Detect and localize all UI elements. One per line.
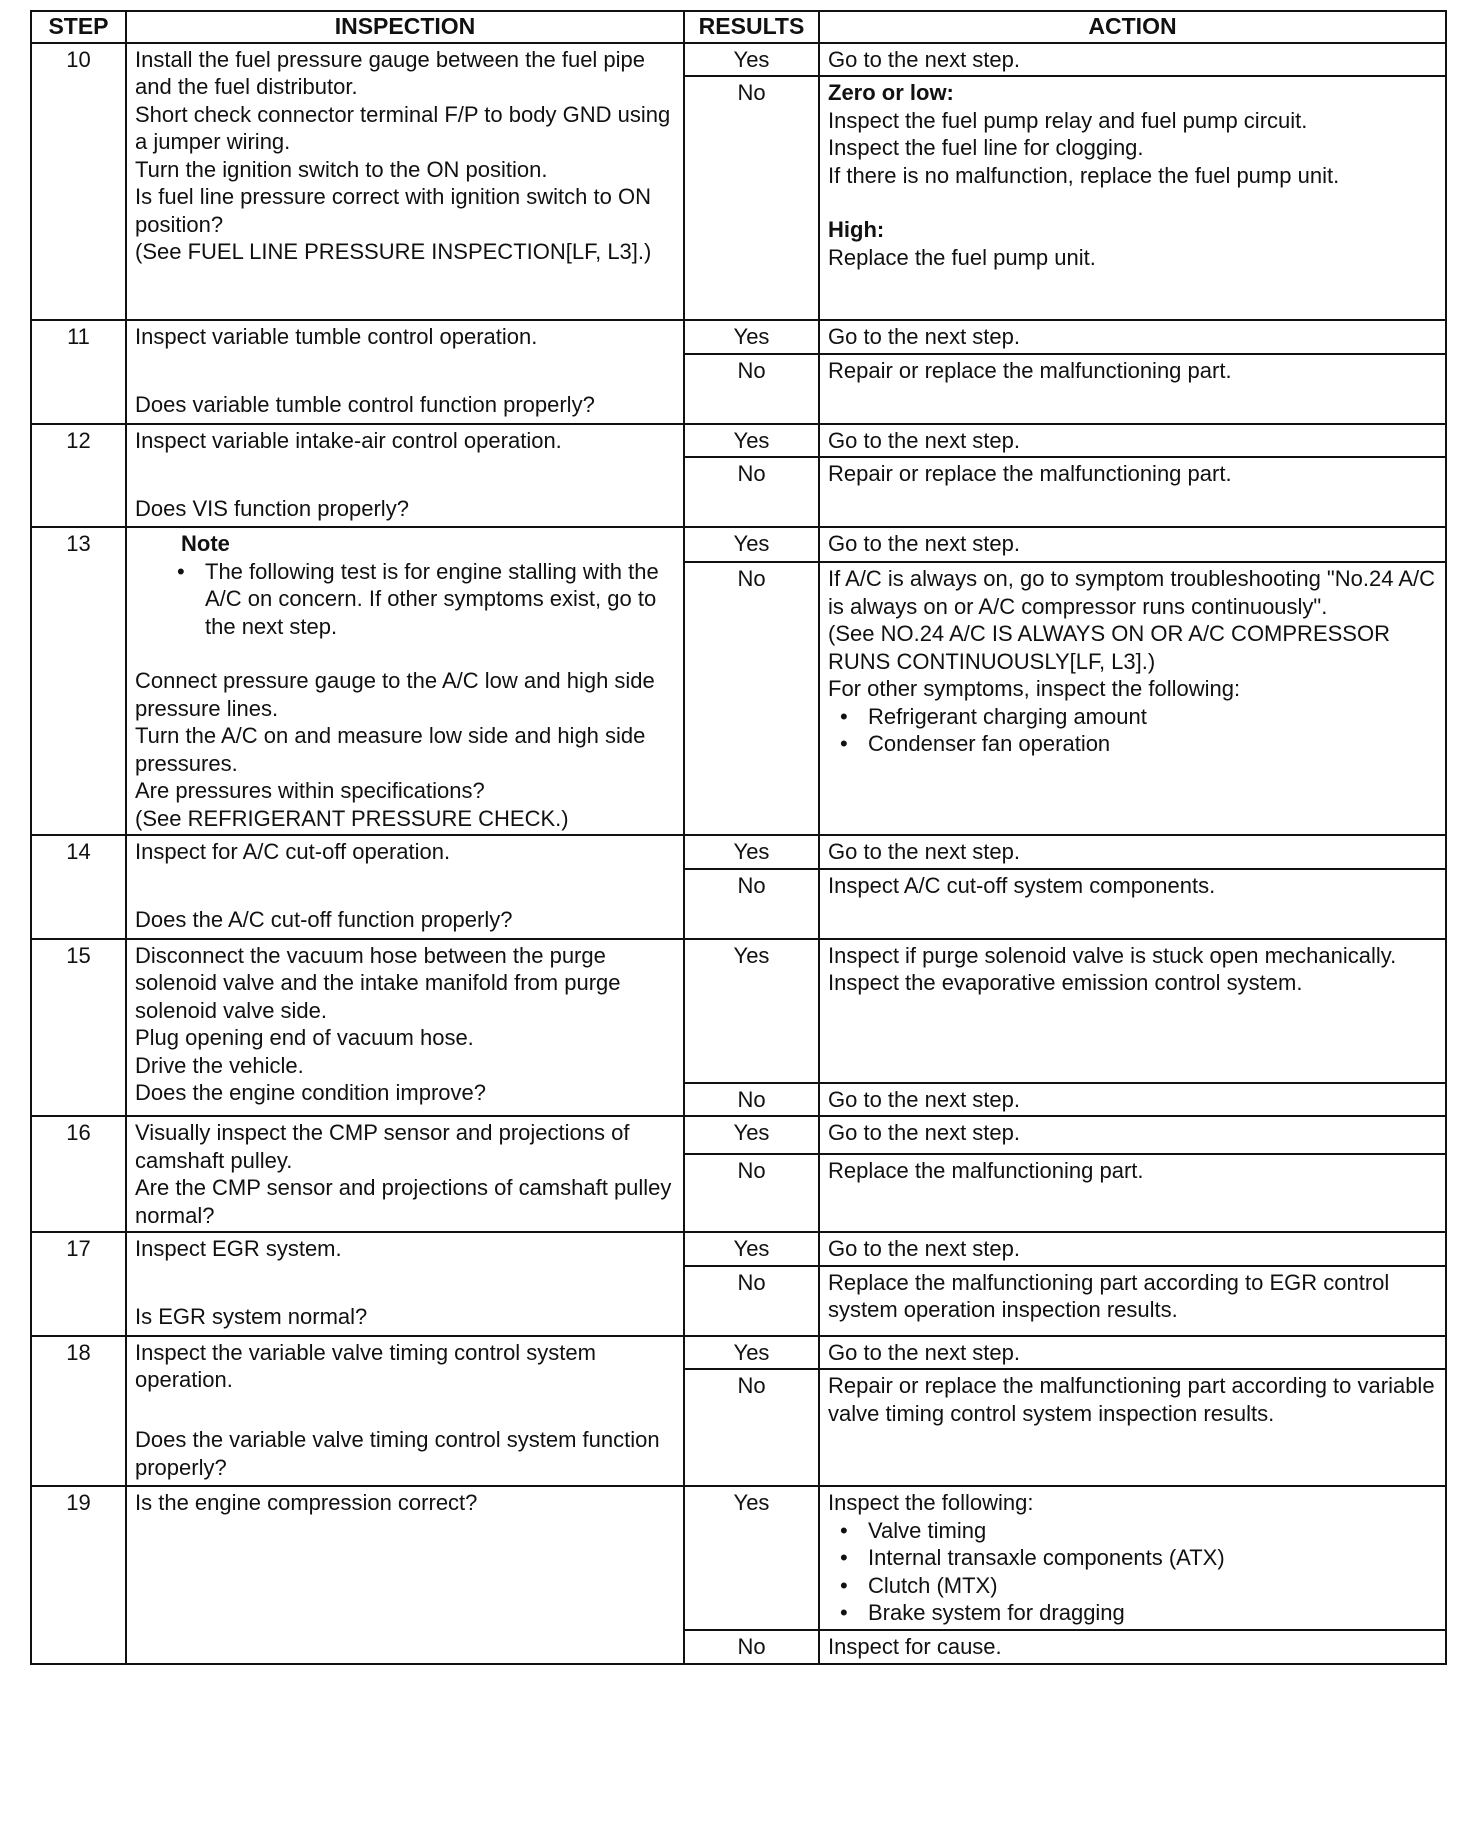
action-no: Go to the next step.	[819, 1083, 1446, 1117]
action-line: Inspect the evaporative emission control system.	[828, 970, 1303, 995]
result-no: No	[684, 457, 819, 527]
step-inspection	[126, 1486, 684, 1664]
step-inspection	[126, 1116, 684, 1232]
result-yes: Yes	[684, 835, 819, 869]
step-number: 10	[31, 43, 126, 321]
inspection-line: Visually inspect the CMP sensor and projections of camshaft pulley.	[135, 1120, 630, 1173]
note-bullet: • The following test is for engine stalling with the A/C on concern. If other symptoms exist, go to the next step.	[135, 558, 675, 641]
inspection-reference: (See REFRIGERANT PRESSURE CHECK.)	[135, 805, 569, 831]
result-yes: Yes	[684, 424, 819, 458]
step-inspection	[126, 835, 684, 939]
result-yes: Yes	[684, 1336, 819, 1370]
action-line: For other symptoms, inspect the following:	[828, 676, 1241, 702]
table-header-row	[31, 11, 1446, 43]
action-yes: Go to the next step.	[819, 1336, 1446, 1370]
step-number: 12	[31, 424, 126, 528]
result-no: No	[684, 1154, 819, 1232]
result-yes: Yes	[684, 939, 819, 1083]
result-yes: Yes	[684, 43, 819, 77]
action-yes	[819, 939, 1446, 1083]
inspection-line: Inspect for A/C cut-off operation.	[135, 839, 451, 864]
step-number: 11	[31, 320, 126, 424]
result-no: No	[684, 1266, 819, 1336]
inspection-question: Are the CMP sensor and projections of camshaft pulley normal?	[135, 1175, 672, 1228]
inspection-line: Drive the vehicle.	[135, 1052, 304, 1078]
result-yes: Yes	[684, 1116, 819, 1154]
step-inspection	[126, 527, 684, 835]
inspection-line: Inspect variable intake-air control operation.	[135, 427, 562, 453]
header-inspection: INSPECTION	[126, 11, 684, 43]
troubleshooting-sheet	[30, 10, 1445, 1830]
action-yes: Go to the next step.	[819, 424, 1446, 458]
header-action: ACTION	[819, 11, 1446, 43]
action-bullet: • Refrigerant charging amount	[828, 703, 1437, 731]
inspection-line: Is fuel line pressure correct with ignition switch to ON position?	[135, 184, 651, 237]
action-no: Repair or replace the malfunctioning part according to variable valve timing control system inspection results.	[819, 1369, 1446, 1486]
step-15-yes-row	[31, 939, 1446, 1083]
step-17-yes-row	[31, 1232, 1446, 1266]
action-yes: Go to the next step.	[819, 320, 1446, 354]
inspection-line: Connect pressure gauge to the A/C low and high side pressure lines.	[135, 668, 655, 721]
inspection-line: Plug opening end of vacuum hose.	[135, 1025, 474, 1050]
inspection-line: Inspect EGR system.	[135, 1236, 342, 1261]
inspection-question: Does the engine condition improve?	[135, 1080, 487, 1105]
action-yes: Go to the next step.	[819, 43, 1446, 77]
inspection-line: Short check connector terminal F/P to body GND using a jumper wiring.	[135, 101, 671, 154]
step-16-yes-row	[31, 1116, 1446, 1154]
action-bullet: • Valve timing	[828, 1517, 1437, 1545]
step-12-yes-row	[31, 424, 1446, 458]
action-line: Inspect the fuel line for clogging.	[828, 135, 1144, 160]
step-number: 16	[31, 1116, 126, 1232]
step-11-yes-row	[31, 320, 1446, 354]
action-bullet: • Condenser fan operation	[828, 730, 1437, 758]
result-yes: Yes	[684, 320, 819, 354]
step-inspection	[126, 424, 684, 528]
action-line: If A/C is always on, go to symptom troubleshooting "No.24 A/C is always on or A/C compressor runs continuously".	[828, 566, 1435, 619]
step-number: 13	[31, 527, 126, 835]
action-yes	[819, 1486, 1446, 1630]
action-line: Inspect the fuel pump relay and fuel pump circuit.	[828, 107, 1308, 133]
header-step: STEP	[31, 11, 126, 43]
result-yes: Yes	[684, 1232, 819, 1266]
action-yes: Go to the next step.	[819, 1232, 1446, 1266]
zero-low-heading: Zero or low:	[828, 80, 954, 105]
action-no	[819, 562, 1446, 835]
spacer	[828, 189, 1437, 216]
action-yes: Go to the next step.	[819, 527, 1446, 562]
action-bullet-list	[828, 1517, 1437, 1627]
action-no: Replace the malfunctioning part according to EGR control system operation inspection results.	[819, 1266, 1446, 1336]
result-no: No	[684, 1630, 819, 1664]
note-heading: Note	[181, 531, 230, 556]
action-no: Inspect for cause.	[819, 1630, 1446, 1664]
inspection-question: Does variable tumble control function properly?	[135, 392, 595, 417]
inspection-line: Are pressures within specifications?	[135, 778, 485, 803]
inspection-reference: (See FUEL LINE PRESSURE INSPECTION[LF, L3].)	[135, 239, 652, 264]
action-no: Repair or replace the malfunctioning part.	[819, 457, 1446, 527]
step-number: 17	[31, 1232, 126, 1336]
inspection-question: Is the engine compression correct?	[135, 1490, 478, 1515]
result-yes: Yes	[684, 527, 819, 562]
action-no: Replace the malfunctioning part.	[819, 1154, 1446, 1232]
spacer	[135, 640, 675, 667]
step-14-yes-row	[31, 835, 1446, 869]
action-bullet-list	[828, 703, 1437, 758]
action-yes: Go to the next step.	[819, 1116, 1446, 1154]
action-line: Replace the fuel pump unit.	[828, 244, 1096, 270]
step-number: 19	[31, 1486, 126, 1664]
high-heading: High:	[828, 217, 885, 242]
result-no: No	[684, 1083, 819, 1117]
step-18-yes-row	[31, 1336, 1446, 1370]
step-inspection	[126, 43, 684, 321]
inspection-line: Inspect the variable valve timing control system operation.	[135, 1339, 596, 1392]
action-line: If there is no malfunction, replace the fuel pump unit.	[828, 162, 1340, 188]
inspection-line: Turn the ignition switch to the ON position.	[135, 156, 548, 182]
step-inspection	[126, 1336, 684, 1487]
result-no: No	[684, 76, 819, 320]
step-inspection	[126, 939, 684, 1117]
action-bullet: • Internal transaxle components (ATX)	[828, 1544, 1437, 1572]
note-list	[135, 558, 675, 641]
inspection-line: Disconnect the vacuum hose between the purge solenoid valve and the intake manifold from purge solenoid valve side.	[135, 942, 621, 1023]
inspection-line: Install the fuel pressure gauge between the fuel pipe and the fuel distributor.	[135, 46, 646, 99]
action-line: Inspect if purge solenoid valve is stuck open mechanically.	[828, 942, 1397, 968]
action-line: Inspect the following:	[828, 1490, 1034, 1515]
result-no: No	[684, 1369, 819, 1486]
result-yes: Yes	[684, 1486, 819, 1630]
action-no: Repair or replace the malfunctioning part.	[819, 354, 1446, 424]
action-no: Inspect A/C cut-off system components.	[819, 869, 1446, 939]
step-number: 15	[31, 939, 126, 1117]
action-yes: Go to the next step.	[819, 835, 1446, 869]
step-inspection	[126, 1232, 684, 1336]
action-bullet: • Brake system for dragging	[828, 1599, 1437, 1627]
step-number: 18	[31, 1336, 126, 1487]
step-13-yes-row	[31, 527, 1446, 562]
step-10-yes-row	[31, 43, 1446, 77]
result-no: No	[684, 562, 819, 835]
action-reference: (See NO.24 A/C IS ALWAYS ON OR A/C COMPRESSOR RUNS CONTINUOUSLY[LF, L3].)	[828, 621, 1390, 674]
inspection-question: Does the A/C cut-off function properly?	[135, 907, 513, 932]
step-number: 14	[31, 835, 126, 939]
step-19-yes-row	[31, 1486, 1446, 1630]
header-results: RESULTS	[684, 11, 819, 43]
step-inspection	[126, 320, 684, 424]
action-no	[819, 76, 1446, 320]
inspection-question: Does the variable valve timing control system function properly?	[135, 1427, 660, 1480]
inspection-line: Inspect variable tumble control operation.	[135, 324, 538, 349]
troubleshooting-table	[30, 10, 1447, 1665]
action-bullet: • Clutch (MTX)	[828, 1572, 1437, 1600]
result-no: No	[684, 869, 819, 939]
inspection-line: Turn the A/C on and measure low side and high side pressures.	[135, 723, 646, 776]
inspection-question: Is EGR system normal?	[135, 1304, 368, 1329]
result-no: No	[684, 354, 819, 424]
inspection-question: Does VIS function properly?	[135, 495, 409, 521]
